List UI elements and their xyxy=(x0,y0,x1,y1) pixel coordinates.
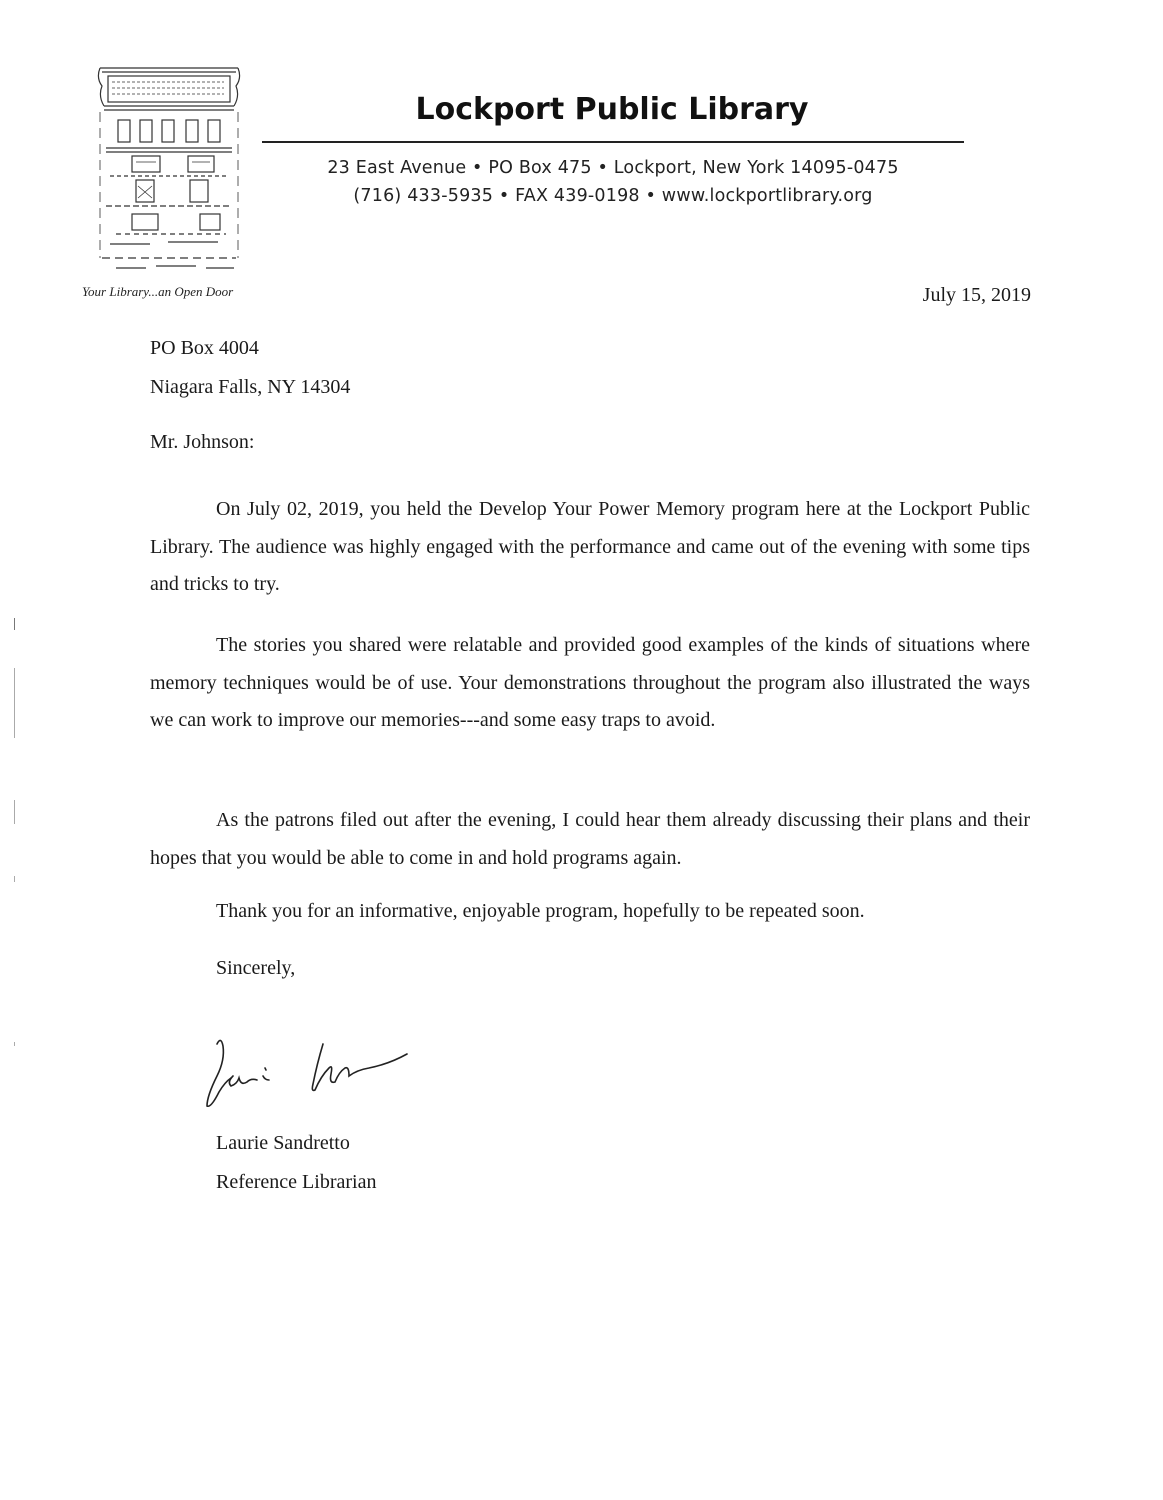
body-paragraph: The stories you shared were relatable and provided good examples of the kinds of situations where memory techniques would be of use. Your demonstrations throughout the program also illustrated the ways we can work to improve our memories---and some easy traps to avoid. xyxy=(150,634,1030,731)
scan-speck xyxy=(14,876,15,882)
closing-thanks: Thank you for an informative, enjoyable program, hopefully to be repeated soon. xyxy=(216,900,865,922)
library-tagline: Your Library...an Open Door xyxy=(82,284,234,299)
salutation: Mr. Johnson: xyxy=(150,431,255,453)
recipient-address-line: Niagara Falls, NY 14304 xyxy=(150,376,351,398)
body-paragraph: On July 02, 2019, you held the Develop Your Power Memory program here at the Lockport Public Library. The audience was highly engaged with the performance and came out of the evening with some tips and tricks to try. xyxy=(150,498,1030,595)
address-line: 23 East Avenue • PO Box 475 • Lockport, New York 14095-0475 xyxy=(327,158,899,178)
library-building-icon xyxy=(96,62,242,274)
handwritten-signature xyxy=(205,1030,425,1115)
signer-title: Reference Librarian xyxy=(216,1171,377,1193)
body-paragraph: As the patrons filed out after the evening, I could hear them already discussing their plans and their hopes that you would be able to come in and hold programs again. xyxy=(150,809,1030,869)
scan-speck xyxy=(14,618,15,630)
organization-name: Lockport Public Library xyxy=(415,92,809,127)
scan-speck xyxy=(14,800,15,824)
header-divider xyxy=(262,141,964,143)
recipient-address-line: PO Box 4004 xyxy=(150,337,259,359)
letter-date: July 15, 2019 xyxy=(922,284,1031,306)
scan-speck xyxy=(14,1042,15,1046)
contact-line: (716) 433-5935 • FAX 439-0198 • www.lockportlibrary.org xyxy=(353,186,873,206)
scan-speck xyxy=(14,668,15,738)
signer-name: Laurie Sandretto xyxy=(216,1132,350,1154)
closing: Sincerely, xyxy=(216,957,296,979)
